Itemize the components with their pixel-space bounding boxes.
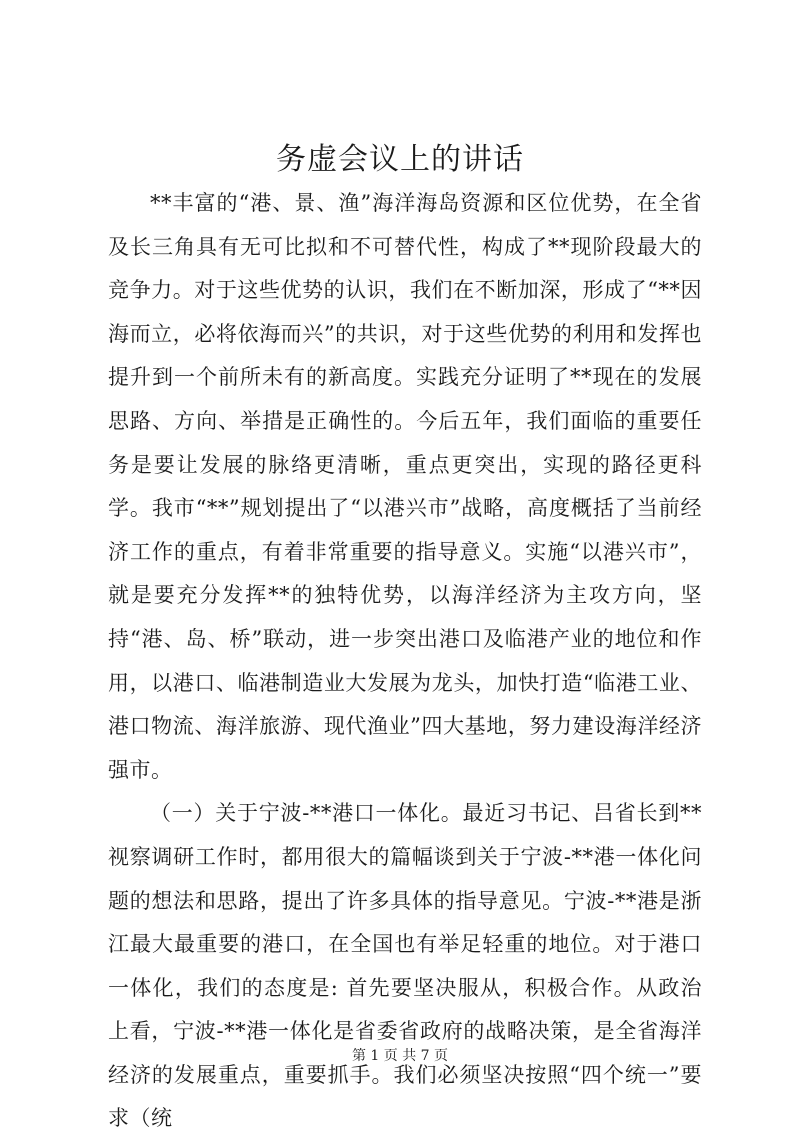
paragraph-intro: **丰富的“港、景、渔”海洋海岛资源和区位优势，在全省及长三角具有无可比拟和不可替代性，构成了**现阶段最大的竞争力。对于这些优势的认识，我们在不断加深，形成了“**因海而立，必将依海而兴”的共识，对于这些优势的利用和发挥也提升到一个前所未有的新高度。实践充分证明了**现在的发展思路、方向、举措是正确性的。今后五年，我们面临的重要任务是要让发展的脉络更清晰，重点更突出，实现的路径更科学。我市“**”规划提出了“以港兴市”战略，高度概括了当前经济工作的重点，有着非常重要的指导意义。实施“以港兴市”，就是要充分发挥**的独特优势，以海洋经济为主攻方向，坚持“港、岛、桥”联动，进一步突出港口及临港产业的地位和作用，以港口、临港制造业大发展为龙头，加快打造“临港工业、港口物流、海洋旅游、现代渔业”四大基地，努力建设海洋经济强市。 [108, 191, 702, 782]
paragraph-section-one: （一）关于宁波-**港口一体化。最近习书记、吕省长到**视察调研工作时，都用很大的篇幅谈到关于宁波-**港一体化问题的想法和思路，提出了许多具体的指导意见。宁波-**港是浙江最大最重要的港口，在全国也有举足轻重的地位。对于港口一体化，我们的态度是: 首先要坚决服从，积极合作。从政治上看，宁波-**港一体化是省委省政府的战略决策，是全省海洋经济的发展重点，重要抓手。我们必须坚决按照“四个统一”要求（统 [108, 801, 702, 1131]
document-title: 务虚会议上的讲话 [276, 142, 524, 177]
page-number-footer: 第 1 页 共 7 页 [351, 1048, 449, 1064]
document-body [108, 182, 702, 1141]
